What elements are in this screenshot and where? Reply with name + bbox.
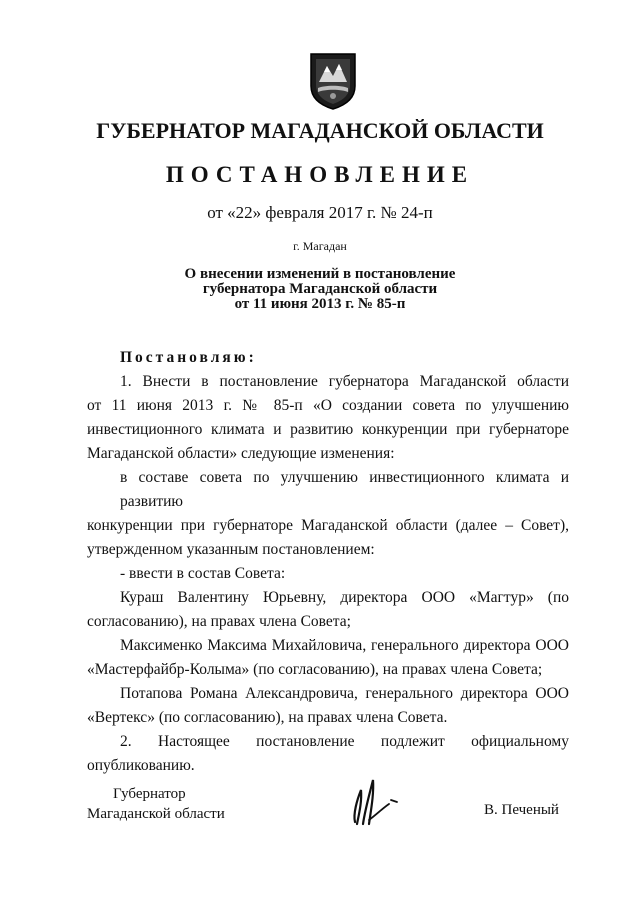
member-1: Кураш Валентину Юрьевну, директора ООО «Магтур» (по согласованию), на правах члена Совета; [87,589,569,630]
subject-line-1: О внесении изменений в постановление [184,266,456,282]
signatory-name: В. Печеный [484,802,559,818]
authority-title: ГУБЕРНАТОР МАГАДАНСКОЙ ОБЛАСТИ [96,118,544,143]
document-date: от «22» февраля 2017 г. № 24-п [207,203,433,222]
signatory-position-line-1: Губернатор [113,786,186,802]
introduce-line: - ввести в состав Совета: [120,565,286,582]
signatory-position-line-2: Магаданской области [87,806,225,822]
item-2: 2. Настоящее постановление подлежит официальному опубликованию. [87,733,569,774]
subject-line-2: губернатора Магаданской области [202,281,438,297]
subject-line-3: от 11 июня 2013 г. № 85-п [234,296,406,312]
document-subject [0,267,640,312]
document-body [87,346,569,778]
document-city: г. Магадан [293,239,347,253]
member-3: Потапова Романа Александровича, генерального директора ООО «Вертекс» (по согласованию), на правах члена Совета. [87,685,569,726]
handwritten-signature [343,770,401,830]
composition-first-line: в составе совета по улучшению инвестиционного климата и развитию [120,469,569,510]
member-2: Максименко Максима Михайловича, генерального директора ООО «Мастерфайбр-Колыма» (по согласованию), на правах члена Совета; [87,637,569,678]
resolution-lead: Постановляю: [120,349,257,366]
composition-text: конкуренции при губернаторе Магаданской области (далее – Совет), утвержденном указанным постановлением: [87,517,569,558]
coat-of-arms-icon [309,52,357,110]
signatory-position [87,784,225,824]
item-1-text: от 11 июня 2013 г. № 85-п «О создании совета по улучшению инвестиционного климата и развитию конкуренции при губернаторе Магаданской области» следующие изменения: [87,397,569,462]
document-type: ПОСТАНОВЛЕНИЕ [165,162,475,187]
item-1-first-line: 1. Внести в постановление губернатора Магаданской области [120,373,569,390]
